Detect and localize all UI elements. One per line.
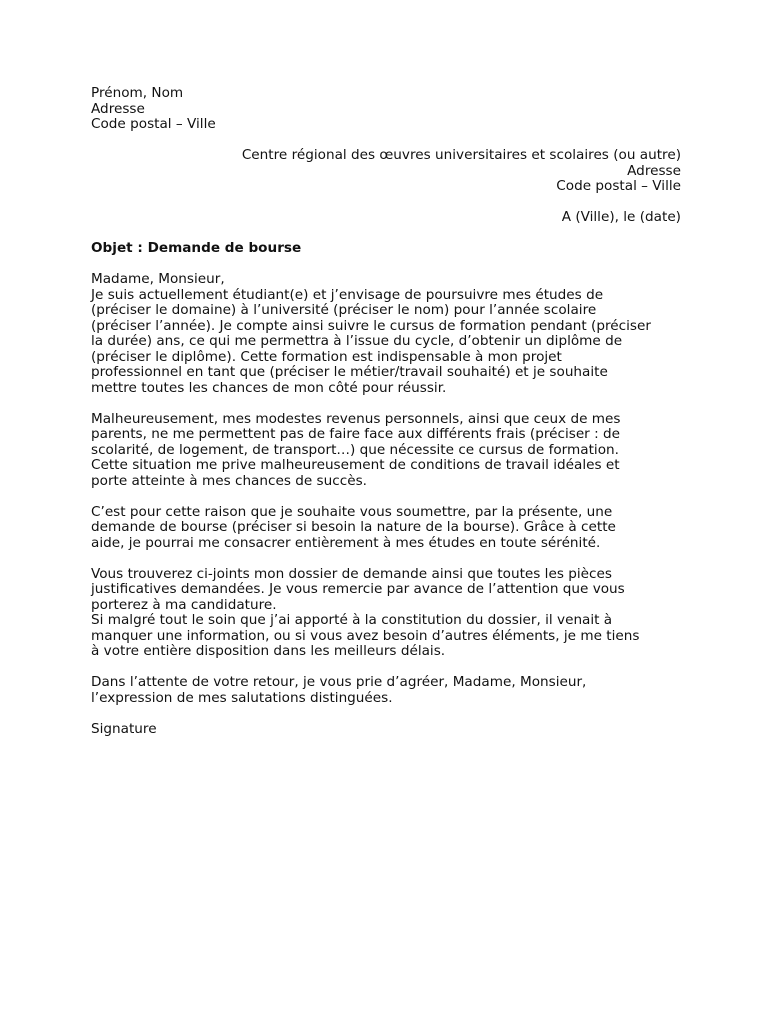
recipient-block [91, 148, 681, 195]
letter-content [91, 86, 681, 737]
spacer [91, 226, 681, 242]
paragraph-line: Malheureusement, mes modestes revenus personnels, ainsi que ceux de mes [91, 410, 621, 427]
spacer [91, 195, 681, 211]
paragraph-line: scolarité, de logement, de transport…) que nécessite ce cursus de formation. [91, 441, 619, 458]
paragraph-line: porte atteinte à mes chances de succès. [91, 472, 367, 489]
spacer [91, 133, 681, 149]
paragraph-line: Cette situation me prive malheureusement de conditions de travail idéales et [91, 457, 620, 473]
paragraph-line: Je suis actuellement étudiant(e) et j’envisage de poursuivre mes études de [91, 286, 604, 303]
paragraph-line: justificatives demandées. Je vous remercie par avance de l’attention que vous [91, 581, 625, 597]
paragraph-line: l’expression de mes salutations distinguées. [91, 689, 393, 706]
paragraph-1 [91, 288, 681, 397]
paragraph-line: la durée) ans, ce qui me permettra à l’issue du cycle, d’obtenir un diplôme de [91, 333, 623, 349]
paragraph-2 [91, 412, 681, 490]
paragraph-5 [91, 675, 681, 706]
salutation: Madame, Monsieur, [91, 271, 225, 287]
signature: Signature [91, 720, 157, 737]
sender-name: Prénom, Nom [91, 85, 184, 101]
paragraph-4 [91, 567, 681, 660]
paragraph-line: C’est pour cette raison que je souhaite vous soumettre, par la présente, une [91, 503, 613, 520]
spacer [91, 257, 681, 273]
paragraph-line: porterez à ma candidature. [91, 596, 277, 613]
spacer [91, 706, 681, 722]
paragraph-line: à votre entière disposition dans les meilleurs délais. [91, 643, 446, 659]
date-place: A (Ville), le (date) [561, 209, 681, 225]
sender-postal-city: Code postal – Ville [91, 116, 216, 132]
sender-address: Adresse [91, 100, 145, 117]
paragraph-line: demande de bourse (préciser si besoin la nature de la bourse). Grâce à cette [91, 519, 616, 535]
paragraph-line: mettre toutes les chances de mon côté pour réussir. [91, 379, 447, 396]
spacer [91, 396, 681, 412]
paragraph-line: Si malgré tout le soin que j’ai apporté à la constitution du dossier, il venait à [91, 612, 613, 628]
spacer [91, 551, 681, 567]
paragraph-line: manquer une information, ou si vous avez besoin d’autres éléments, je me tiens [91, 627, 640, 644]
paragraph-line: aide, je pourrai me consacrer entièrement à mes études en toute sérénité. [91, 534, 601, 551]
paragraph-3 [91, 505, 681, 552]
paragraph-line: (préciser l’année). Je compte ainsi suivre le cursus de formation pendant (préciser [91, 317, 651, 334]
paragraph-line: Vous trouverez ci-joints mon dossier de demande ainsi que toutes les pièces [91, 565, 612, 582]
paragraph-line: parents, ne me permettent pas de faire face aux différents frais (préciser : de [91, 426, 620, 442]
recipient-postal-city: Code postal – Ville [556, 178, 681, 194]
recipient-address: Adresse [627, 162, 681, 179]
date-block [91, 210, 681, 226]
spacer [91, 489, 681, 505]
sender-block [91, 86, 681, 133]
subject-line: Objet : Demande de bourse [91, 240, 302, 256]
paragraph-line: (préciser le domaine) à l’université (préciser le nom) pour l’année scolaire [91, 302, 597, 318]
paragraph-line: Dans l’attente de votre retour, je vous prie d’agréer, Madame, Monsieur, [91, 674, 587, 690]
spacer [91, 660, 681, 676]
paragraph-line: professionnel en tant que (préciser le métier/travail souhaité) et je souhaite [91, 364, 608, 380]
paragraph-line: (préciser le diplôme). Cette formation est indispensable à mon projet [91, 348, 562, 365]
recipient-organization: Centre régional des œuvres universitaires et scolaires (ou autre) [241, 147, 681, 163]
